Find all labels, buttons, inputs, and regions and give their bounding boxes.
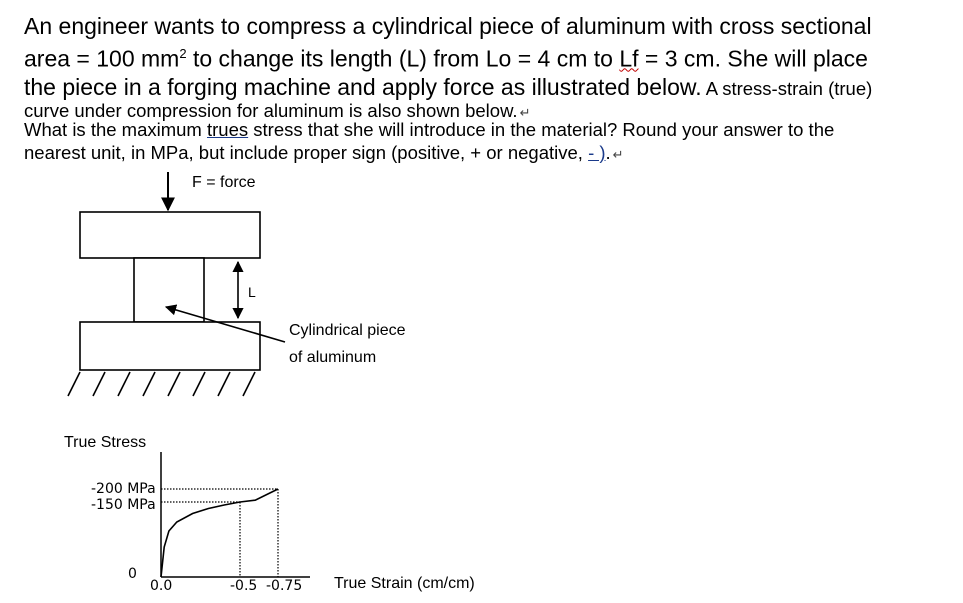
problem-line-2: area = 100 $mm^2$ to change its length (L) from Lo = 4 cm to Lf = 3 cm. She will place (24, 45, 868, 72)
x-axis-label: True Strain (cm/cm) (334, 575, 475, 592)
x-tick-label: 0.0 (150, 578, 173, 594)
question-line-1: What is the maximum trues stress that she will introduce in the material? Round your answer to the (24, 119, 835, 140)
negative-sign: - ) (588, 142, 606, 163)
ground-hatch (68, 372, 255, 396)
piece-label-line-2: of aluminum (289, 349, 377, 366)
bottom-plate (80, 322, 260, 370)
superscript-2: 2 (179, 46, 187, 61)
y-tick-label: -200 MPa (91, 481, 156, 497)
length-label: L (248, 284, 256, 300)
problem-line-4: curve under compression for aluminum is also shown below. ↵ (24, 99, 531, 121)
lf-text: Lf (619, 45, 639, 72)
problem-line-3: the piece in a forging machine and apply force as illustrated below. A stress-strain (true) (24, 73, 873, 100)
y-axis-label: True Stress (64, 434, 147, 451)
force-label: F = force (192, 174, 256, 191)
x-tick-label: -0.5 (230, 578, 258, 594)
return-mark-icon: ↵ (612, 147, 624, 162)
problem-line-1: An engineer wants to compress a cylindrical piece of aluminum with cross sectional (24, 13, 872, 39)
question-line-2: nearest unit, in MPa, but include proper sign (positive, + or negative, - ). ↵ (24, 142, 624, 163)
top-plate (80, 212, 260, 258)
return-mark-icon: ↵ (519, 104, 531, 120)
y-tick-label: -150 MPa (91, 497, 156, 513)
trues-word: trues (207, 119, 249, 140)
stress-strain-chart (161, 452, 310, 577)
y-tick-label: 0 (128, 566, 137, 582)
cylinder-piece (134, 258, 204, 322)
x-tick-label: -0.75 (266, 578, 303, 594)
piece-label-line-1: Cylindrical piece (289, 322, 406, 339)
